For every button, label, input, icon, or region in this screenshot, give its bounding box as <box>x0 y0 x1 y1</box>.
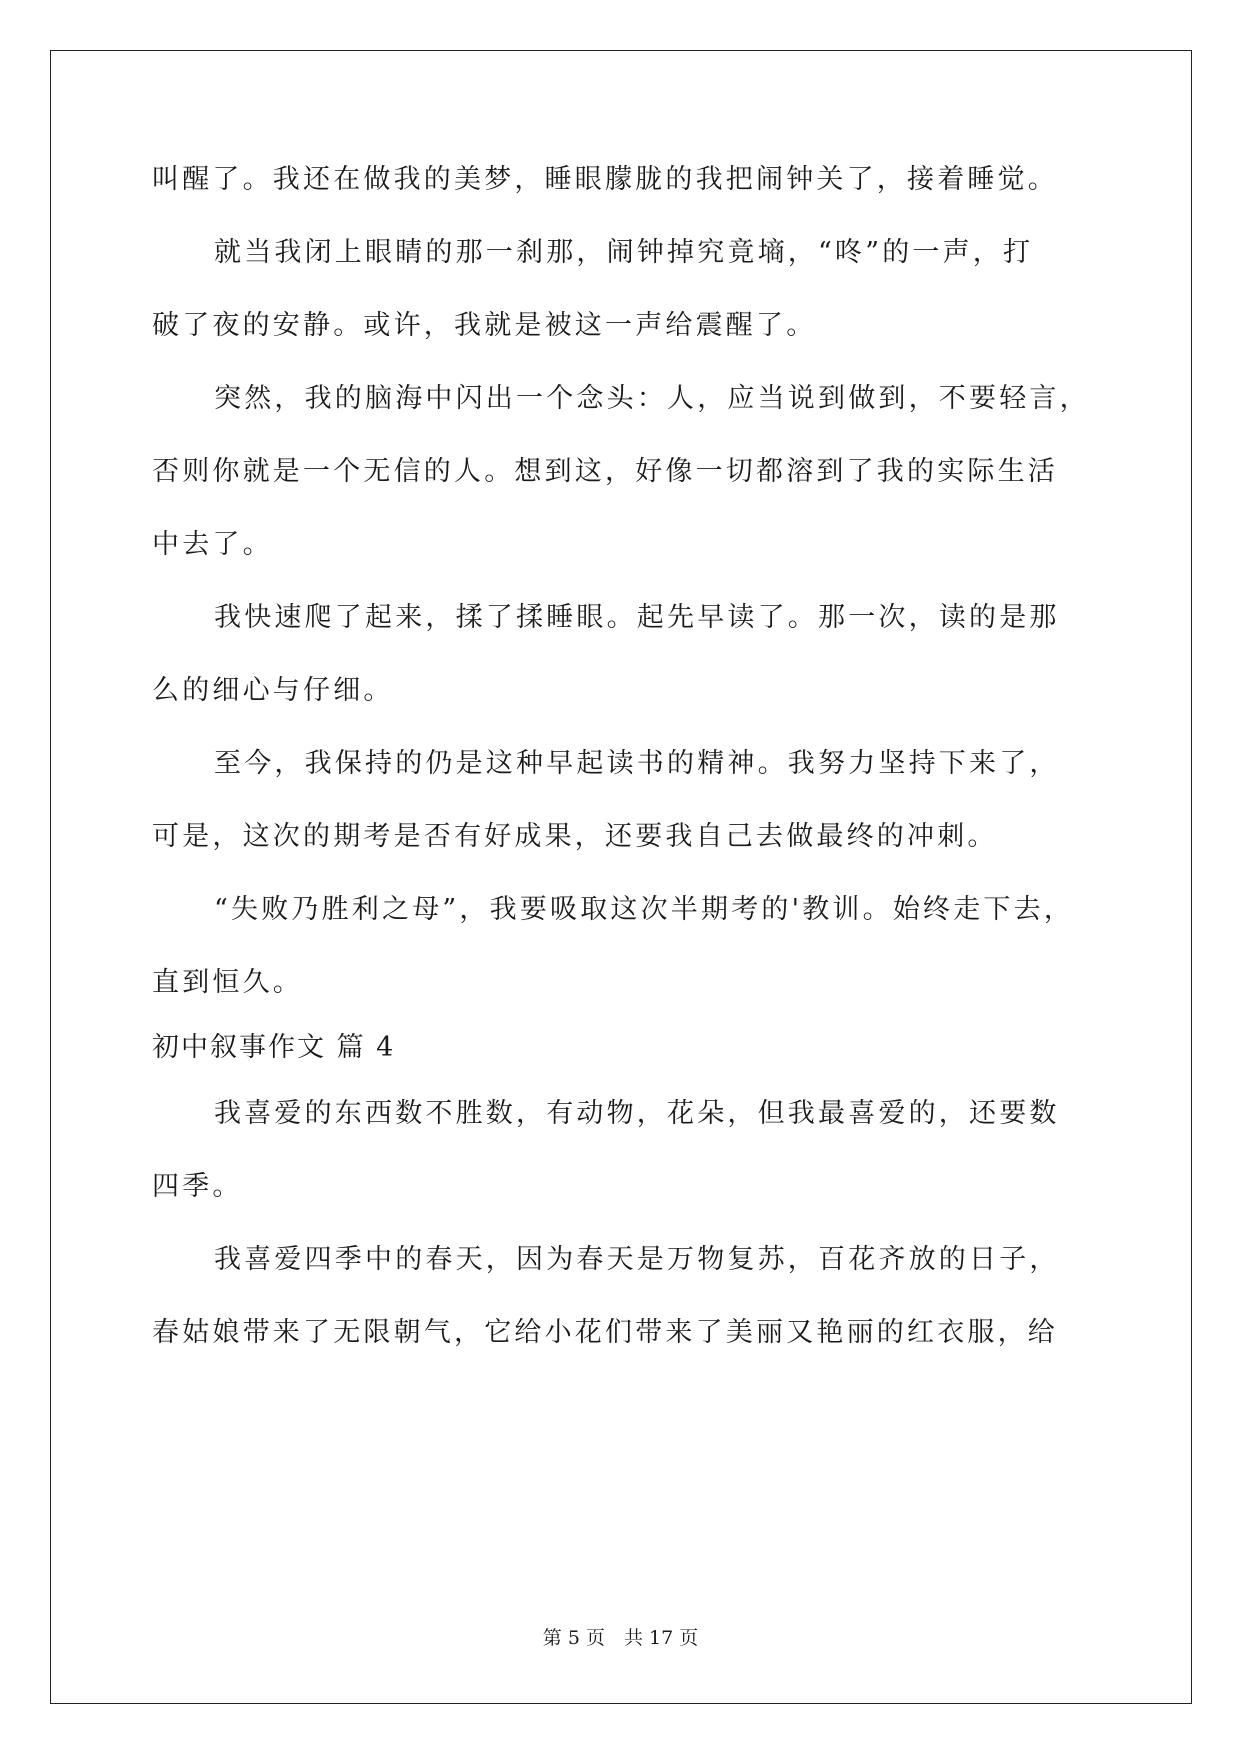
text-line: 可是，这次的期考是否有好成果，还要我自己去做最终的冲刺。 <box>152 821 998 852</box>
text-line: 至今，我保持的仍是这种早起读书的精神。我努力坚持下来了， <box>214 748 1060 779</box>
text-line: 我快速爬了起来，揉了揉睡眼。起先早读了。那一次，读的是那 <box>214 602 1060 633</box>
text-line: 否则你就是一个无信的人。想到这，好像一切都溶到了我的实际生活 <box>152 456 1058 487</box>
section-heading: 初中叙事作文 篇 4 <box>152 1032 396 1063</box>
text-line: 直到恒久。 <box>152 967 303 998</box>
text-line: 我喜爱四季中的春天，因为春天是万物复苏，百花齐放的日子， <box>214 1244 1060 1275</box>
text-line: 我喜爱的东西数不胜数，有动物，花朵，但我最喜爱的，还要数 <box>214 1098 1060 1129</box>
text-line: 就当我闭上眼睛的那一刹那，闹钟掉究竟墒，“咚”的一声，打 <box>214 237 1034 268</box>
text-line: 春姑娘带来了无限朝气，它给小花们带来了美丽又艳丽的红衣服，给 <box>152 1317 1058 1348</box>
text-line: 叫醒了。我还在做我的美梦，睡眼朦胧的我把闹钟关了，接着睡觉。 <box>152 164 1058 195</box>
text-line: 中去了。 <box>152 529 273 560</box>
text-line: 破了夜的安静。或许，我就是被这一声给震醒了。 <box>152 310 817 341</box>
page-number-footer: 第 5 页 共 17 页 <box>542 1627 699 1649</box>
page-frame <box>50 50 1192 1704</box>
text-line: 么的细心与仔细。 <box>152 675 394 706</box>
text-line: 突然，我的脑海中闪出一个念头：人，应当说到做到，不要轻言， <box>214 383 1090 414</box>
text-line: 四季。 <box>152 1171 243 1202</box>
text-line: “失败乃胜利之母”，我要吸取这次半期考的'教训。始终走下去， <box>214 894 1075 925</box>
